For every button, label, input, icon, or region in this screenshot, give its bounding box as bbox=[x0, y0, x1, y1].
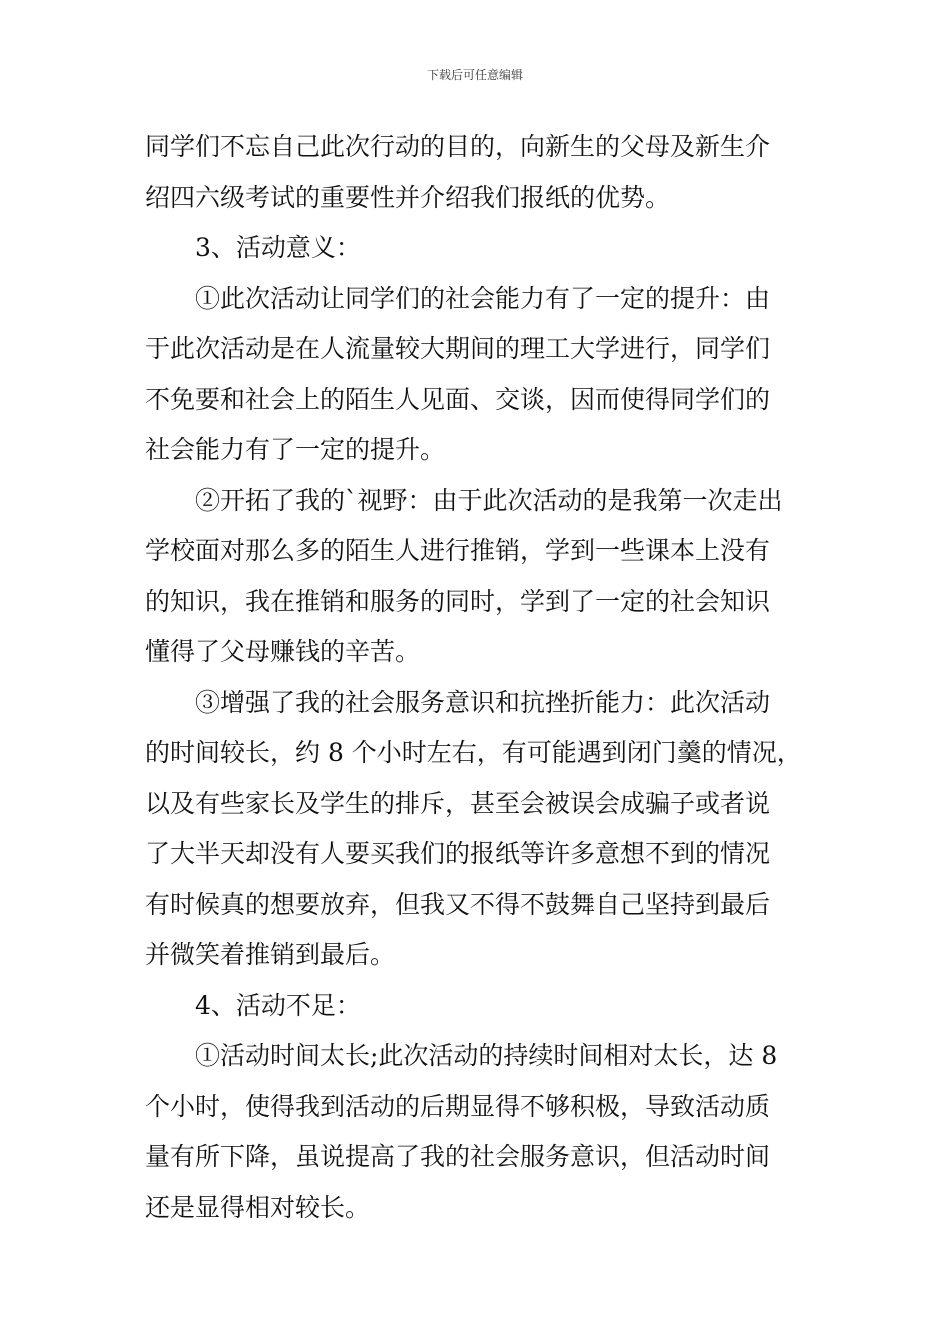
text-line: 学校面对那么多的陌生人进行推销，学到一些课本上没有 bbox=[145, 536, 771, 565]
text-line: 社会能力有了一定的提升。 bbox=[145, 435, 446, 464]
text-line: ③增强了我的社会服务意识和抗挫折能力：此次活动 bbox=[195, 687, 771, 717]
section-heading: 3、活动意义： bbox=[195, 233, 361, 262]
text-line: ①此次活动让同学们的社会能力有了一定的提升：由 bbox=[195, 283, 771, 313]
text-line: 不免要和社会上的陌生人见面、交谈，因而使得同学们的 bbox=[145, 384, 771, 414]
text-line: ②开拓了我的`视野：由于此次活动的是我第一次走出 bbox=[195, 485, 783, 515]
text-line: 有时候真的想要放弃，但我又不得不鼓舞自己坚持到最后 bbox=[145, 889, 771, 919]
document-body bbox=[145, 122, 810, 1233]
section-heading: 4、活动不足： bbox=[195, 990, 361, 1020]
text-line: 还是显得相对较长。 bbox=[145, 1192, 371, 1222]
text-line: 懂得了父母赚钱的辛苦。 bbox=[145, 637, 421, 666]
text-line: 同学们不忘自己此次行动的目的，向新生的父母及新生介 bbox=[145, 132, 771, 161]
text-line: 的知识，我在推销和服务的同时，学到了一定的社会知识 bbox=[145, 586, 771, 616]
text-line: 的时间较长，约 8 个小时左右，有可能遇到闭门羹的情况， bbox=[145, 738, 802, 767]
text-line: 以及有些家长及学生的排斥，甚至会被误会成骗子或者说 bbox=[145, 788, 771, 818]
text-line: 绍四六级考试的重要性并介绍我们报纸的优势。 bbox=[145, 182, 671, 212]
text-line: 量有所下降，虽说提高了我的社会服务意识，但活动时间 bbox=[145, 1142, 771, 1171]
text-line: 了大半天却没有人要买我们的报纸等许多意想不到的情况 bbox=[145, 839, 771, 868]
text-line: 并微笑着推销到最后。 bbox=[145, 940, 396, 969]
text-line: ①活动时间太长;此次活动的持续时间相对太长，达 8 bbox=[195, 1041, 778, 1070]
page-header: 下载后可任意编辑 bbox=[426, 68, 523, 82]
text-line: 于此次活动是在人流量较大期间的理工大学进行，同学们 bbox=[145, 334, 771, 363]
text-line: 个小时，使得我到活动的后期显得不够积极，导致活动质 bbox=[145, 1091, 771, 1121]
